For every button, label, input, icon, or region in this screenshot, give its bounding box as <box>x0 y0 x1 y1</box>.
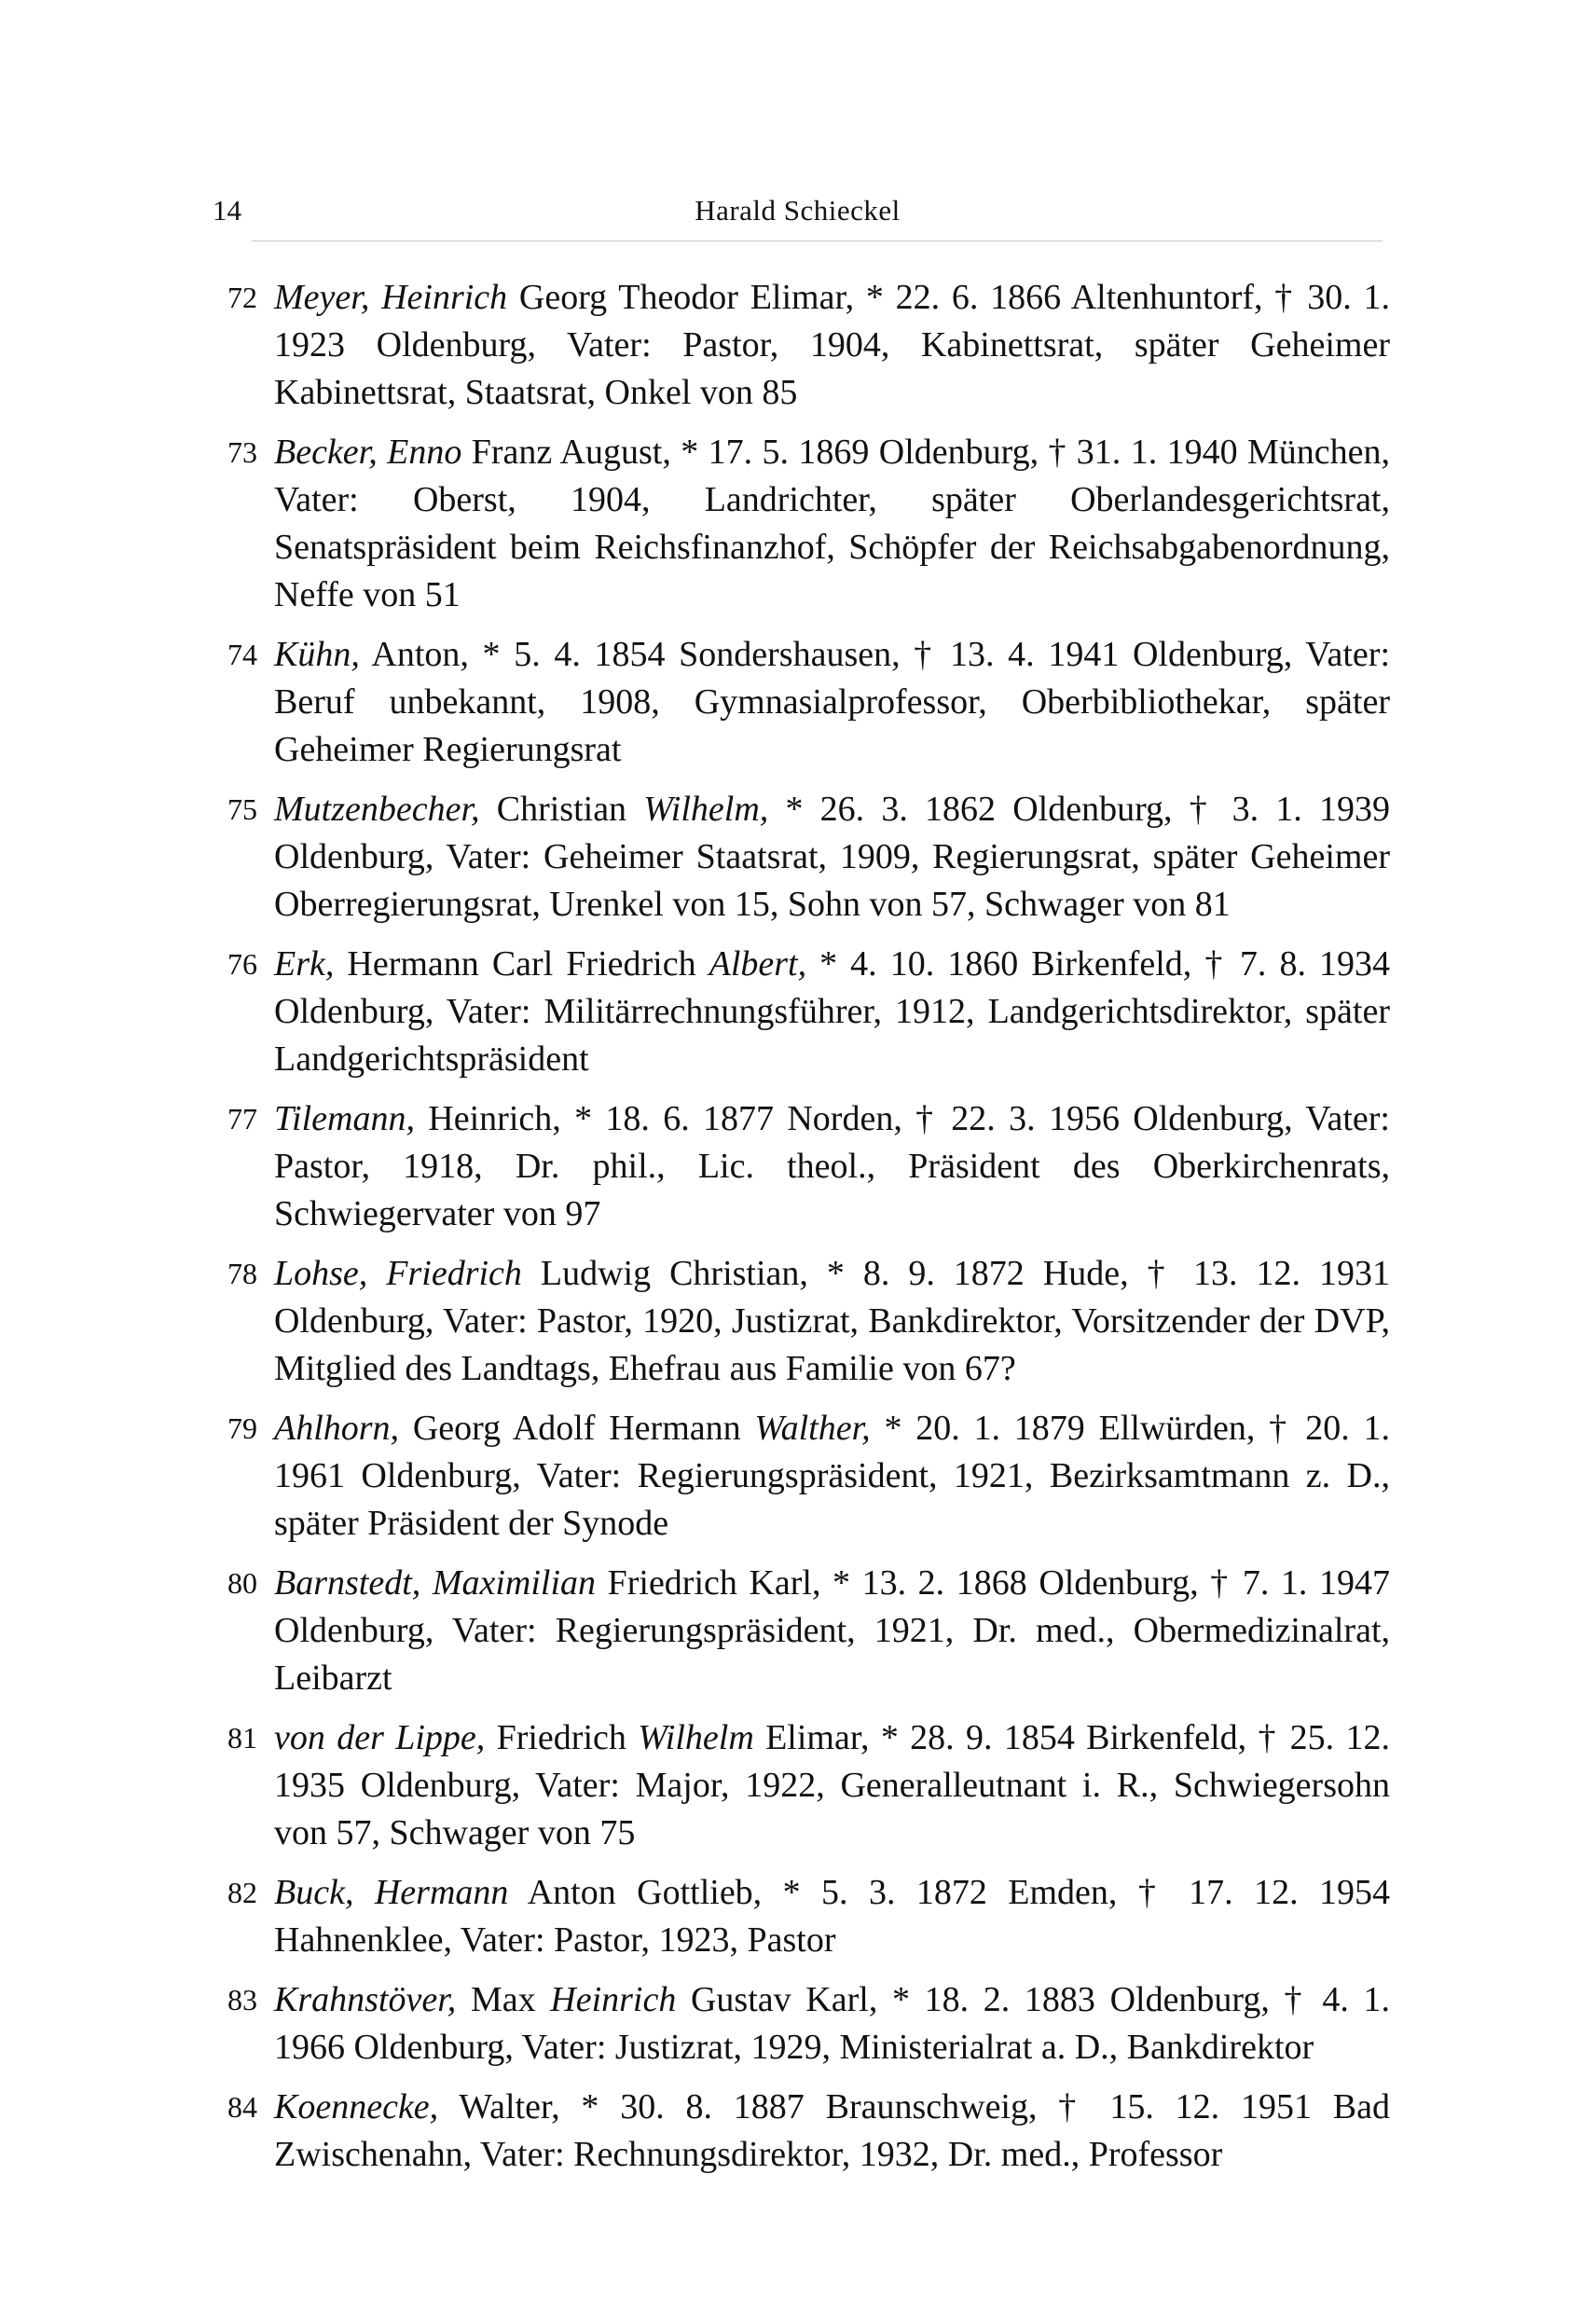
entry-name-italic: Walther, <box>754 1409 871 1448</box>
entry-text-segment: * 26. 3. 1862 Oldenburg, † 3. 1. 1939 Oldenburg, Vater: Geheimer Staatsrat, 1909, Regierungsrat, später Geheimer Oberregierungsrat, Urenkel von 15, Sohn von 57, Schwager von 81 <box>274 790 1390 924</box>
entry-name-italic: Albert, <box>709 944 807 984</box>
entry-text-segment: Anton Gottlieb, * 5. 3. 1872 Emden, † 17. 12. 1954 Hahnenklee, Vater: Pastor, 1923, Pastor <box>274 1873 1391 1960</box>
entry-text-segment: * 20. 1. 1879 Ellwürden, † 20. 1. 1961 Oldenburg, Vater: Regierungspräsident, 1921, Bezirksamtmann z. D., später Präsident der Synode <box>274 1409 1390 1543</box>
entry-number: 75 <box>227 792 257 826</box>
entry-name-italic: Ahlhorn, <box>274 1409 400 1448</box>
entry-text <box>274 786 1390 929</box>
entry-text-segment: Friedrich Karl, * 13. 2. 1868 Oldenburg, † 7. 1. 1947 Oldenburg, Vater: Regierungspräsident, 1921, Dr. med., Obermedizinalrat, Leibarzt <box>274 1563 1390 1698</box>
entry-text-segment: Christian <box>479 790 644 829</box>
entry-number: 81 <box>227 1721 257 1755</box>
entry-name-italic: Buck, Hermann <box>274 1873 509 1912</box>
entry-number: 78 <box>227 1257 257 1290</box>
entry-item <box>198 274 1400 417</box>
entry-text <box>274 1250 1390 1393</box>
page-header <box>213 194 1383 231</box>
entry-name-italic: Mutzenbecher, <box>274 790 480 829</box>
entry-number: 82 <box>227 1876 257 1909</box>
entry-text <box>274 2084 1390 2179</box>
entry-item <box>198 1250 1400 1393</box>
entry-item <box>198 429 1400 619</box>
entry-item <box>198 1869 1400 1964</box>
entry-list <box>198 274 1400 2191</box>
entry-name-italic: Heinrich <box>550 1980 677 2019</box>
entry-number: 73 <box>227 435 257 469</box>
entry-text <box>274 631 1390 774</box>
entry-name-italic: Lohse, Friedrich <box>274 1254 522 1293</box>
entry-text <box>274 1560 1390 1702</box>
entry-name-italic: Koennecke, <box>274 2087 439 2126</box>
entry-text-segment: Elimar, * 28. 9. 1854 Birkenfeld, † 25. 12. 1935 Oldenburg, Vater: Major, 1922, Generalleutnant i. R., Schwiegersohn von 57, Schwager von 75 <box>274 1718 1390 1852</box>
entry-text <box>274 429 1390 619</box>
entry-name-italic: Tilemann, <box>274 1099 415 1138</box>
entry-number: 76 <box>227 947 257 981</box>
entry-item <box>198 1560 1400 1702</box>
entry-number: 80 <box>227 1566 257 1600</box>
entry-text-segment: Ludwig Christian, * 8. 9. 1872 Hude, † 13. 12. 1931 Oldenburg, Vater: Pastor, 1920, Justizrat, Bankdirektor, Vorsitzender der DVP, Mitglied des Landtags, Ehefrau aus Familie von 67? <box>274 1254 1390 1388</box>
entry-text <box>274 1869 1390 1964</box>
entry-text-segment: Walter, * 30. 8. 1887 Braunschweig, † 15. 12. 1951 Bad Zwischenahn, Vater: Rechnungsdirektor, 1932, Dr. med., Professor <box>274 2087 1390 2174</box>
entry-name-italic: Erk, <box>274 944 335 984</box>
entry-number: 79 <box>227 1411 257 1445</box>
entry-text-segment: Franz August, * 17. 5. 1869 Oldenburg, † 31. 1. 1940 München, Vater: Oberst, 1904, Landrichter, später Oberlandesgerichtsrat, Senatspräsident beim Reichsfinanzhof, Schöpfer der Reichsabgabenordnung, Neffe von 51 <box>274 433 1390 614</box>
entry-name-italic: Krahnstöver, <box>274 1980 457 2019</box>
entry-text-segment: Georg Adolf Hermann <box>399 1409 755 1448</box>
entry-text <box>274 274 1390 417</box>
entry-number: 84 <box>227 2090 257 2124</box>
entry-name-italic: Wilhelm <box>638 1718 754 1757</box>
entry-item <box>198 2084 1400 2179</box>
page-number: 14 <box>213 194 241 227</box>
entry-text-segment: Max <box>456 1980 551 2019</box>
entry-name-italic: Wilhelm, <box>643 790 769 829</box>
entry-name-italic: Meyer, Heinrich <box>274 278 508 317</box>
entry-text-segment: Friedrich <box>485 1718 639 1757</box>
entry-item <box>198 1976 1400 2071</box>
entry-text-segment: Hermann Carl Friedrich <box>334 944 709 984</box>
entry-text <box>274 1095 1390 1238</box>
entry-name-italic: von der Lippe, <box>274 1718 486 1757</box>
entry-item <box>198 1405 1400 1548</box>
entry-number: 72 <box>227 281 257 314</box>
entry-item <box>198 1714 1400 1857</box>
entry-item <box>198 786 1400 929</box>
entry-text <box>274 1976 1390 2071</box>
entry-text-segment: Anton, * 5. 4. 1854 Sondershausen, † 13. 4. 1941 Oldenburg, Vater: Beruf unbekannt, 1908, Gymnasialprofessor, Oberbibliothekar, später Geheimer Regierungsrat <box>274 635 1390 769</box>
entry-text-segment: * 4. 10. 1860 Birkenfeld, † 7. 8. 1934 Oldenburg, Vater: Militärrechnungsführer, 1912, Landgerichtsdirektor, später Landgerichtspräsident <box>274 944 1390 1079</box>
entry-name-italic: Becker, Enno <box>274 433 462 472</box>
entry-name-italic: Kühn, <box>274 635 360 674</box>
entry-text <box>274 941 1390 1083</box>
entry-text <box>274 1714 1390 1857</box>
entry-text-segment: Heinrich, * 18. 6. 1877 Norden, † 22. 3. 1956 Oldenburg, Vater: Pastor, 1918, Dr. phil., Lic. theol., Präsident des Oberkirchenrats, Schwiegervater von 97 <box>274 1099 1390 1233</box>
running-head: Harald Schieckel <box>695 194 901 227</box>
entry-item <box>198 1095 1400 1238</box>
entry-number: 83 <box>227 1983 257 2016</box>
entry-number: 74 <box>227 638 257 671</box>
entry-name-italic: Barnstedt, Maximilian <box>274 1563 597 1603</box>
entry-item <box>198 631 1400 774</box>
entry-text-segment: Georg Theodor Elimar, * 22. 6. 1866 Altenhuntorf, † 30. 1. 1923 Oldenburg, Vater: Pastor, 1904, Kabinettsrat, später Geheimer Kabinettsrat, Staatsrat, Onkel von 85 <box>274 278 1390 412</box>
entry-text <box>274 1405 1390 1548</box>
entry-text-segment: Gustav Karl, * 18. 2. 1883 Oldenburg, † 4. 1. 1966 Oldenburg, Vater: Justizrat, 1929, Ministerialrat a. D., Bankdirektor <box>274 1980 1391 2067</box>
entry-item <box>198 941 1400 1083</box>
entry-number: 77 <box>227 1102 257 1135</box>
